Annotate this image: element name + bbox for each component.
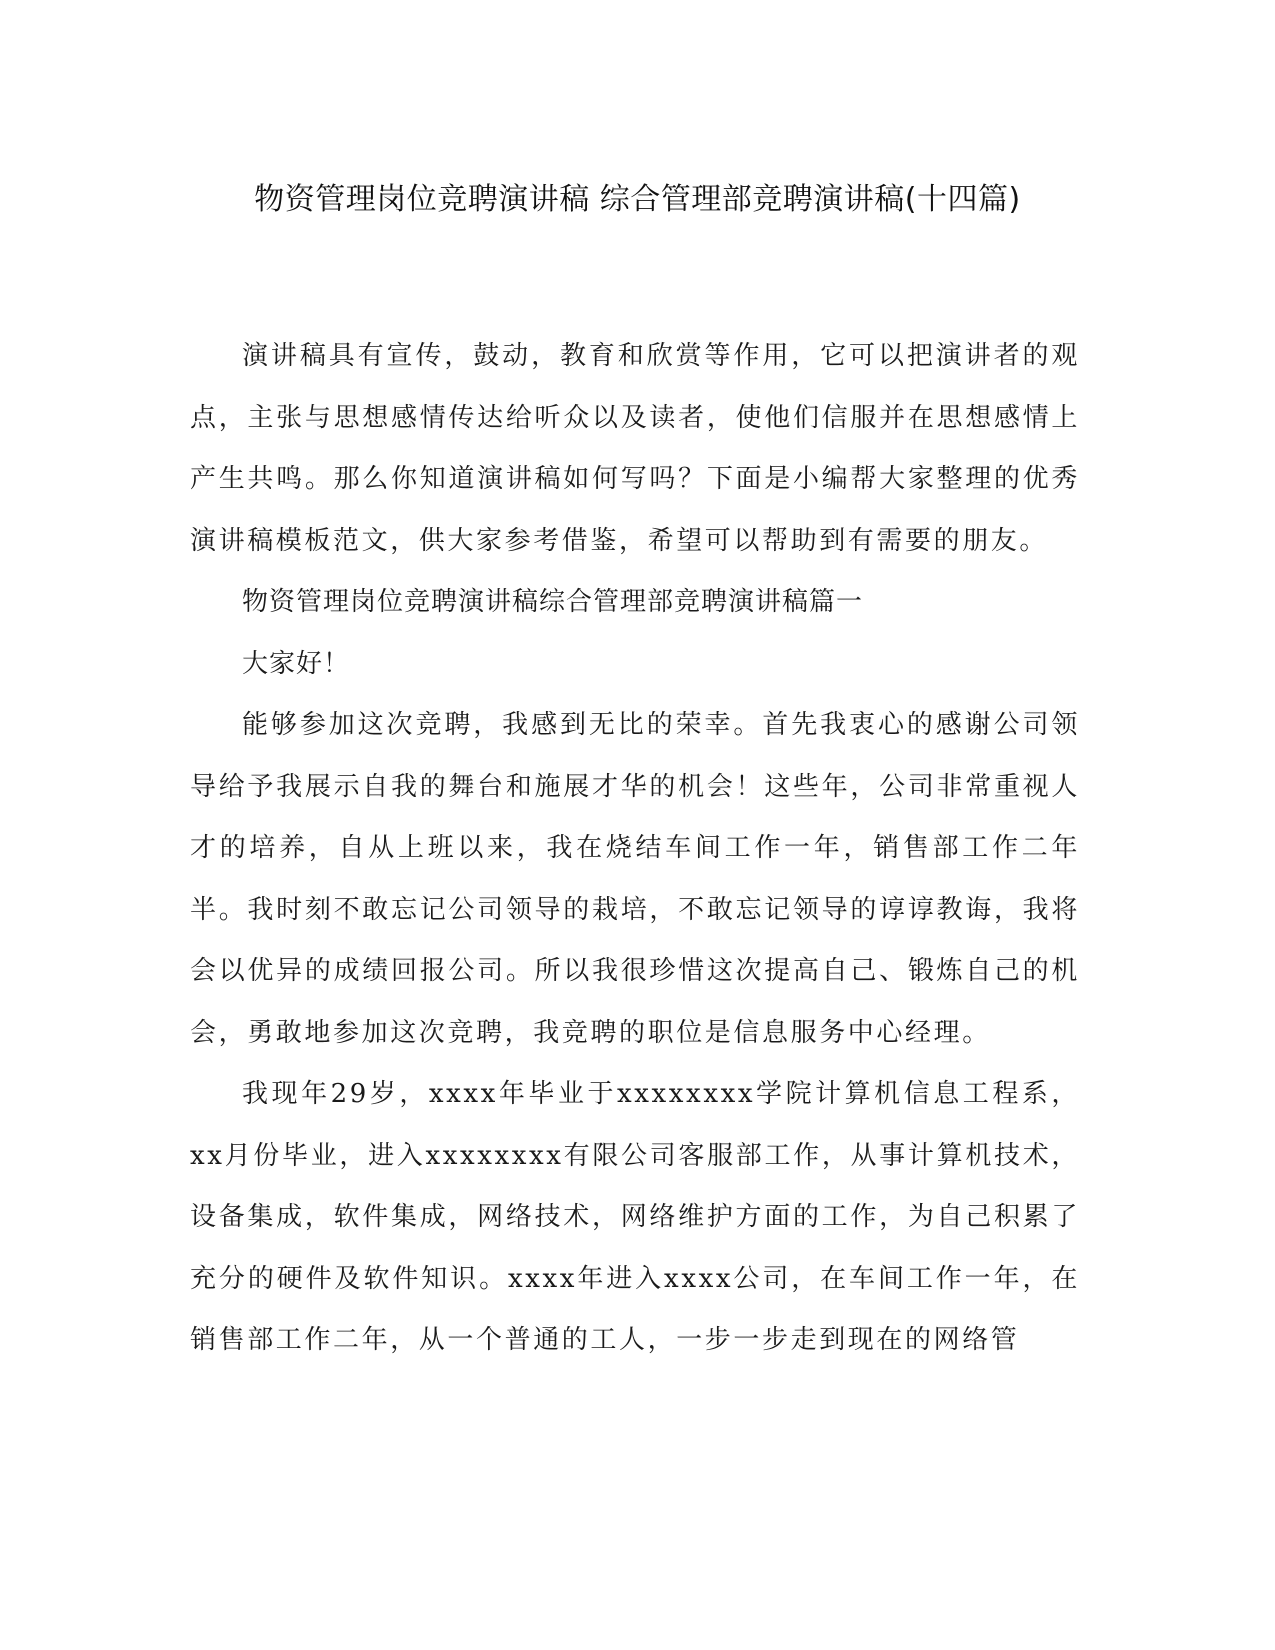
body-paragraph: 我现年29岁，xxxx年毕业于xxxxxxxx学院计算机信息工程系，xx月份毕业，进入xxxxxxxx有限公司客服部工作，从事计算机技术，设备集成，软件集成，网络技术，网络维护方面的工作，为自己积累了充分的硬件及软件知识。xxxx年进入xxxx公司，在车间工作一年，在销售部工作二年，从一个普通的工人，一步一步走到现在的网络管 [190,1079,1080,1355]
document-title: 物资管理岗位竞聘演讲稿 综合管理部竞聘演讲稿(十四篇) [254,182,1021,217]
document-body [190,326,1080,1372]
body-paragraph: 能够参加这次竞聘，我感到无比的荣幸。首先我衷心的感谢公司领导给予我展示自我的舞台和施展才华的机会！这些年，公司非常重视人才的培养，自从上班以来，我在烧结车间工作一年，销售部工作二年半。我时刻不敢忘记公司领导的栽培，不敢忘记领导的谆谆教诲，我将会以优异的成绩回报公司。所以我很珍惜这次提高自己、锻炼自己的机会，勇敢地参加这次竞聘，我竞聘的职位是信息服务中心经理。 [190,710,1080,1048]
section-heading: 物资管理岗位竞聘演讲稿综合管理部竞聘演讲稿篇一 [242,587,864,617]
intro-paragraph: 演讲稿具有宣传，鼓动，教育和欣赏等作用，它可以把演讲者的观点，主张与思想感情传达给听众以及读者，使他们信服并在思想感情上产生共鸣。那么你知道演讲稿如何写吗？下面是小编帮大家整理的优秀演讲稿模板范文，供大家参考借鉴，希望可以帮助到有需要的朋友。 [190,341,1080,556]
greeting-paragraph: 大家好！ [242,648,351,679]
